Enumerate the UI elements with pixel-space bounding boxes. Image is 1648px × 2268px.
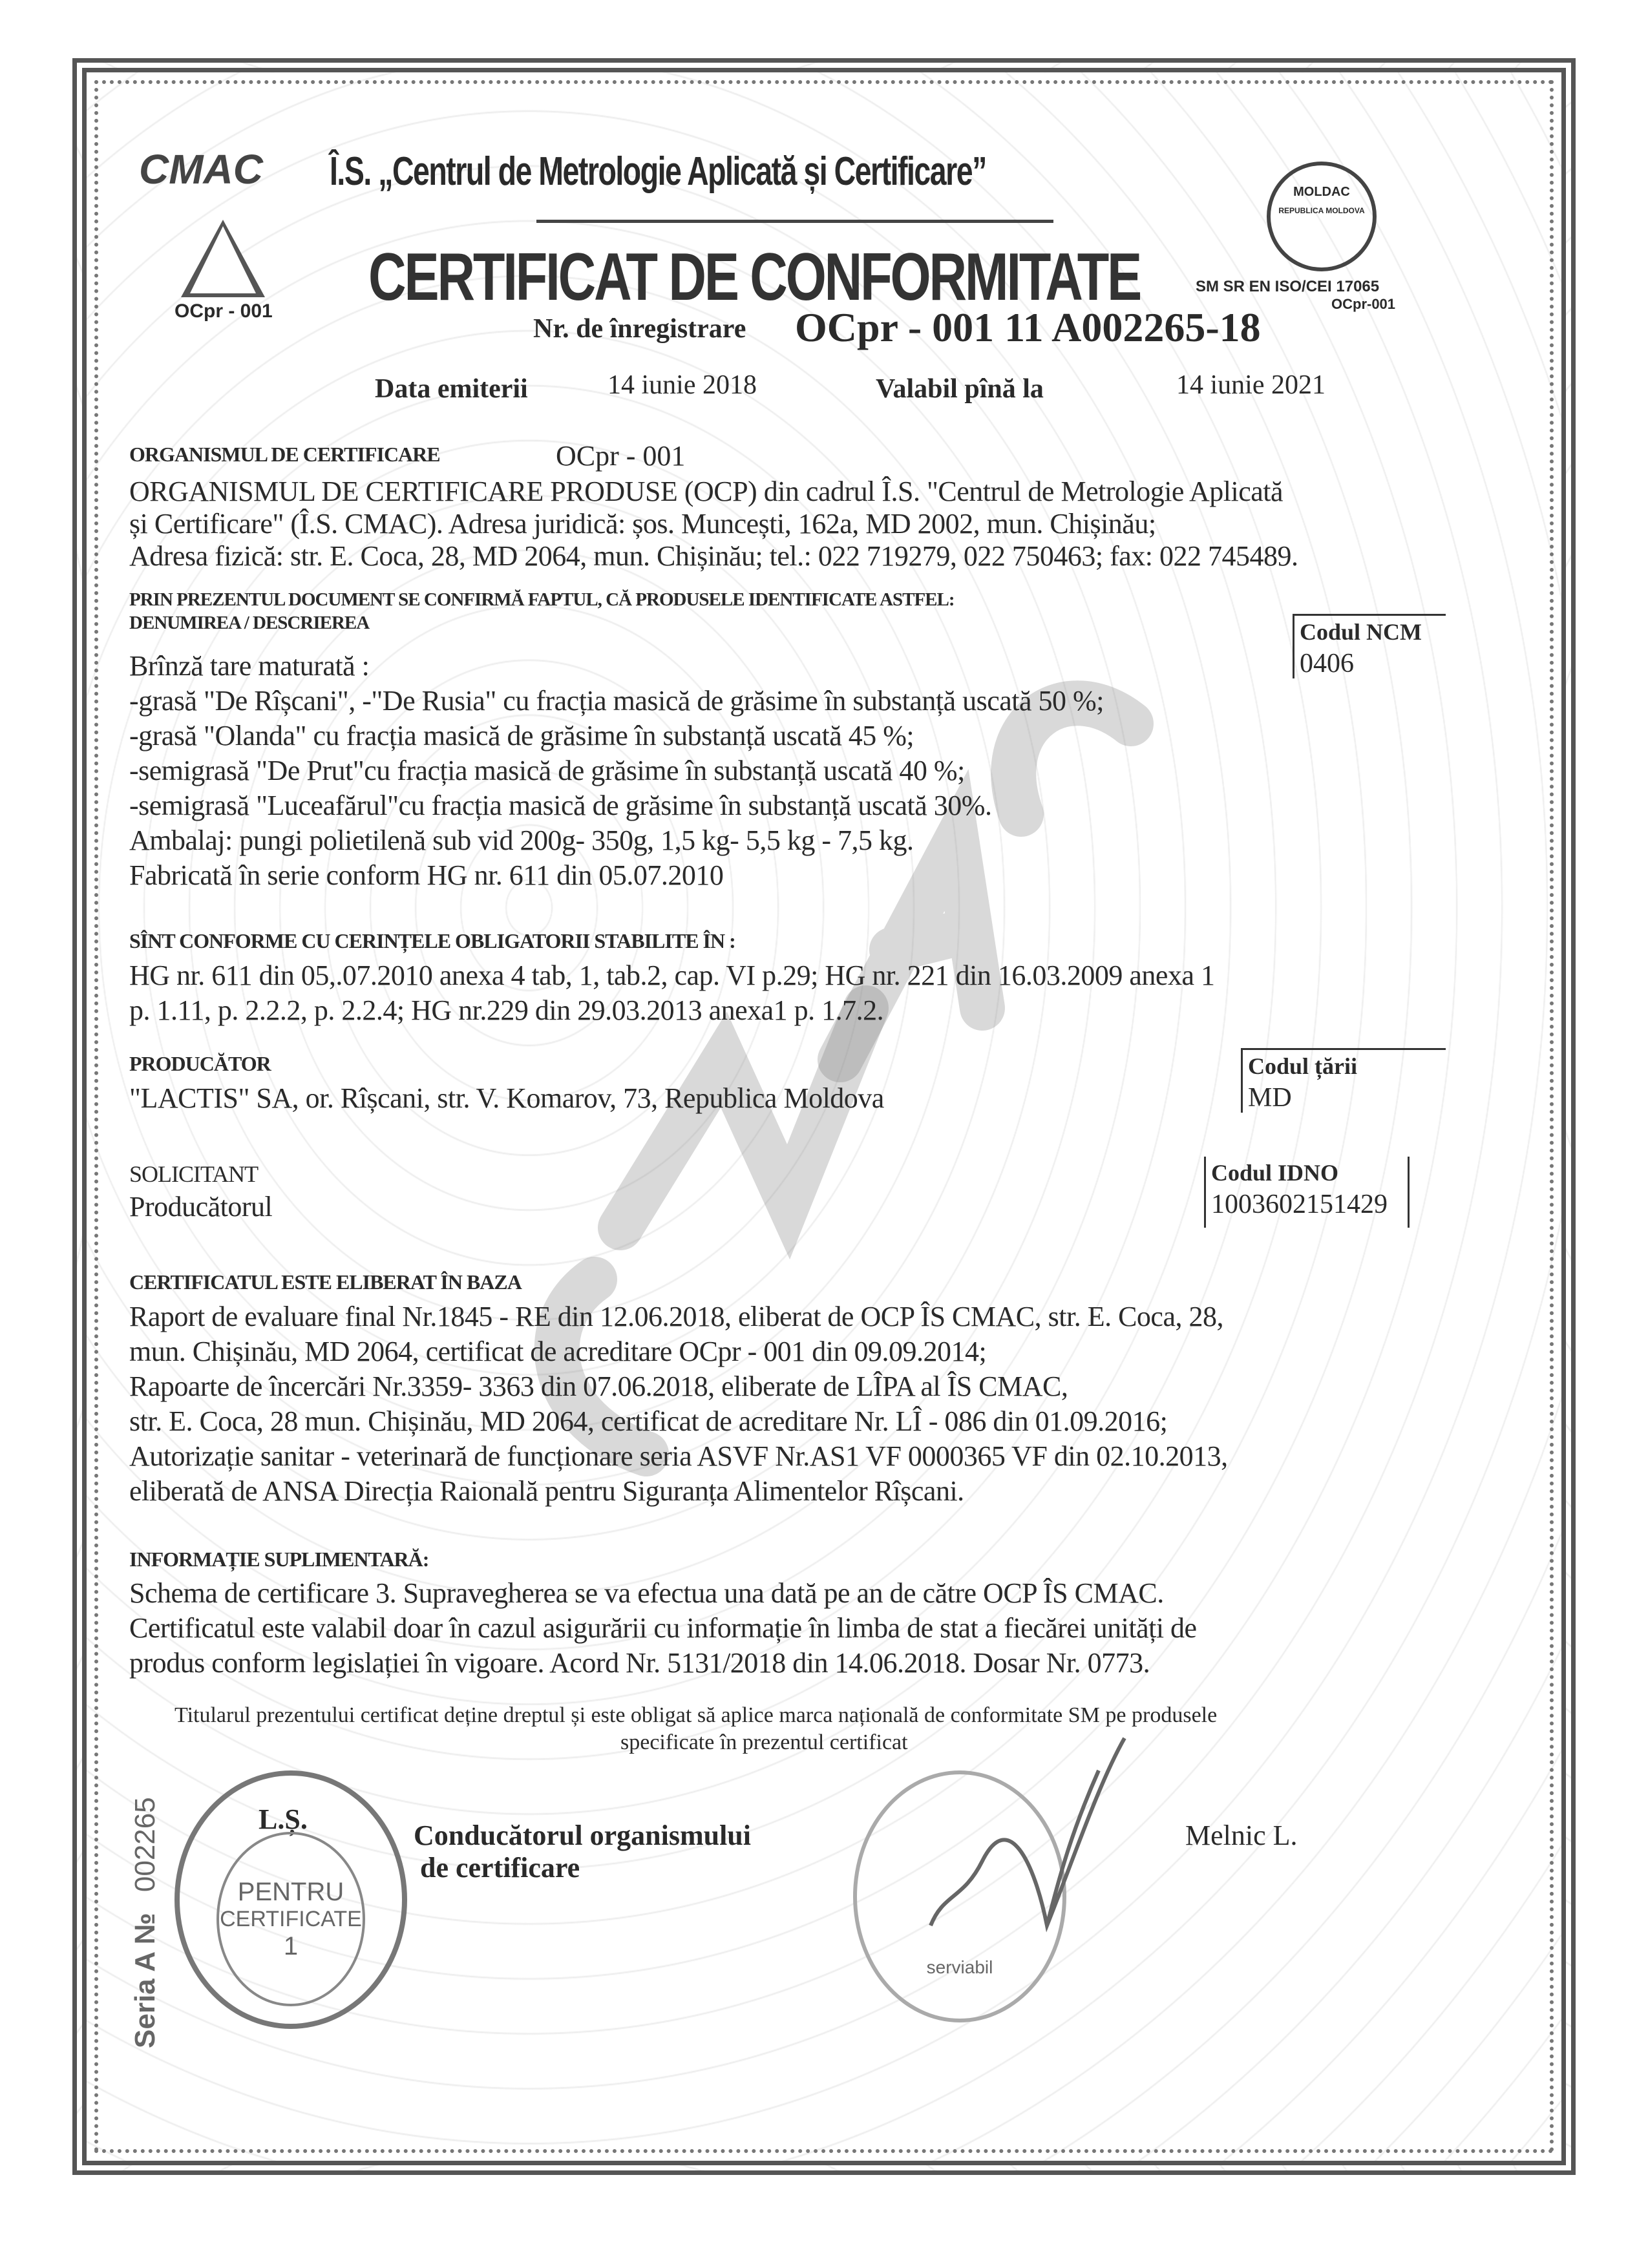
cmac-logo: CMAC (139, 146, 263, 193)
org-name: Î.S. „Centrul de Metrologie Aplicată și Certificare” (330, 149, 986, 194)
moldac-logo (1267, 162, 1377, 271)
moldac-label: MOLDAC (1293, 185, 1350, 199)
basis-line: Raport de evaluare final Nr.1845 - RE din 12.06.2018, eliberat de OCP ÎS CMAC, str. E. Coca, 28, (129, 1301, 1223, 1332)
registration-label: Nr. de înregistrare (533, 314, 746, 344)
serial-value: 002265 (129, 1797, 161, 1893)
cert-body-code: OCpr - 001 (556, 440, 686, 472)
registration-number: OCpr - 001 11 A002265-18 (795, 304, 1261, 350)
applicant-value: Producătorul (129, 1191, 273, 1223)
basis-line: eliberată de ANSA Direcția Raională pentru Siguranța Alimentelor Rîșcani. (129, 1475, 964, 1507)
requirements-line: p. 1.11, p. 2.2.2, p. 2.2.4; HG nr.229 din 29.03.2013 anexa1 p. 1.7.2. (129, 994, 884, 1026)
valid-until-label: Valabil pînă la (876, 374, 1044, 404)
producer-label: PRODUCĂTOR (129, 1052, 271, 1075)
header-rule (536, 220, 1053, 223)
products-intro: PRIN PREZENTUL DOCUMENT SE CONFIRMĂ FAPTUL, CĂ PRODUSELE IDENTIFICATE ASTFEL: (129, 589, 955, 610)
signatory-role: Conducătorul organismului (414, 1820, 751, 1851)
idno-box (1204, 1157, 1410, 1228)
issue-date-label: Data emiterii (375, 374, 528, 404)
notice-line: Titularul prezentului certificat deține dreptul și este obligat să aplice marca națională de conformitate SM pe produsele (174, 1703, 1218, 1727)
product-line: -semigrasă "Luceafărul"cu fracția masică de grăsime în substanță uscată 30%. (129, 790, 992, 821)
extra-info-label: INFORMAȚIE SUPLIMENTARĂ: (129, 1548, 429, 1571)
serial-number (129, 1797, 162, 2048)
signatory-role: de certificare (420, 1852, 580, 1884)
product-line: -grasă "De Rîșcani", -"De Rusia" cu fracția masică de grăsime în substanță uscată 50 %; (129, 685, 1104, 717)
country-code-label: Codul țării (1248, 1053, 1358, 1079)
stamp-text: 1 (283, 1931, 299, 1960)
accreditation-code: OCpr-001 (1331, 296, 1396, 312)
signature (905, 1732, 1150, 1945)
ncm-code-label: Codul NCM (1300, 619, 1422, 645)
valid-until-date: 14 iunie 2021 (1176, 370, 1326, 400)
moldac-country: REPUBLICA MOLDOVA (1278, 206, 1365, 215)
basis-line: Rapoarte de încercări Nr.3359- 3363 din 07.06.2018, eliberate de LÎPA al ÎS CMAC, (129, 1370, 1068, 1402)
basis-line: mun. Chișinău, MD 2064, certificat de acreditare OCpr - 001 din 09.09.2014; (129, 1336, 987, 1367)
sm-code: OCpr - 001 (174, 300, 273, 322)
ls-mark: L.Ș. (259, 1803, 308, 1835)
product-line: Brînză tare maturată : (129, 650, 370, 682)
idno-value: 1003602151429 (1211, 1190, 1388, 1219)
stamp-text: PENTRU (237, 1877, 344, 1906)
signatory-name: Melnic L. (1185, 1820, 1298, 1851)
document-title: CERTIFICAT DE CONFORMITATE (368, 240, 1141, 315)
cert-body-label: ORGANISMUL DE CERTIFICARE (129, 443, 440, 466)
basis-line: str. E. Coca, 28 mun. Chișinău, MD 2064, certificat de acreditare Nr. LÎ - 086 din 01.09.2016; (129, 1405, 1168, 1437)
extra-info-line: Schema de certificare 3. Supravegherea se va efectua una dată pe an de către OCP ÎS CMAC. (129, 1577, 1164, 1609)
cert-body-line: Adresa fizică: str. E. Coca, 28, MD 2064, mun. Chișinău; tel.: 022 719279, 022 750463; fax: 022 745489. (129, 540, 1298, 572)
requirements-line: HG nr. 611 din 05,.07.2010 anexa 4 tab, 1, tab.2, cap. VI p.29; HG nr. 221 din 16.03.2009 anexa 1 (129, 960, 1215, 991)
country-code-value: MD (1248, 1083, 1292, 1113)
extra-info-line: produs conform legislației în vigoare. Acord Nr. 5131/2018 din 14.06.2018. Dosar Nr. 0773. (129, 1647, 1150, 1679)
products-label: DENUMIREA / DESCRIEREA (129, 613, 370, 633)
ncm-code-box (1293, 614, 1446, 678)
stamp-text: serviabil (926, 1957, 993, 1977)
basis-label: CERTIFICATUL ESTE ELIBERAT ÎN BAZA (129, 1270, 522, 1294)
country-code-box (1241, 1048, 1446, 1113)
notice-line: specificate în prezentul certificat (620, 1730, 908, 1754)
product-line: -semigrasă "De Prut"cu fracția masică de grăsime în substanță uscată 40 %; (129, 755, 965, 786)
organization-stamp (174, 1770, 407, 2029)
applicant-label: SOLICITANT (129, 1161, 259, 1187)
serial-series: Seria A № (129, 1913, 161, 2048)
product-line: Ambalaj: pungi polietilenă sub vid 200g- 350g, 1,5 kg- 5,5 kg - 7,5 kg. (129, 824, 914, 856)
extra-info-line: Certificatul este valabil doar în cazul asigurării cu informație în limba de stat a fiecărei unități de (129, 1612, 1197, 1644)
requirements-label: SÎNT CONFORME CU CERINȚELE OBLIGATORII STABILITE ÎN : (129, 929, 735, 952)
accreditation-standard: SM SR EN ISO/CEI 17065 (1196, 278, 1380, 295)
basis-line: Autorizație sanitar - veterinară de funcționare seria ASVF Nr.AS1 VF 0000365 VF din 02.10.2013, (129, 1440, 1228, 1472)
stamp-text: CERTIFICATE (220, 1906, 362, 1931)
product-line: Fabricată în serie conform HG nr. 611 din 05.07.2010 (129, 859, 724, 891)
producer-value: "LACTIS" SA, or. Rîșcani, str. V. Komarov, 73, Republica Moldova (129, 1082, 884, 1114)
ncm-code-value: 0406 (1300, 649, 1354, 678)
idno-label: Codul IDNO (1211, 1160, 1339, 1186)
product-line: -grasă "Olanda" cu fracția masică de grăsime în substanță uscată 45 %; (129, 720, 914, 751)
cert-body-line: și Certificare" (Î.S. CMAC). Adresa juridică: șos. Muncești, 162a, MD 2002, mun. Chișinău; (129, 508, 1156, 540)
issue-date: 14 iunie 2018 (607, 370, 757, 400)
cert-body-line: ORGANISMUL DE CERTIFICARE PRODUSE (OCP) din cadrul Î.S. "Centrul de Metrologie Aplicată (129, 476, 1284, 507)
